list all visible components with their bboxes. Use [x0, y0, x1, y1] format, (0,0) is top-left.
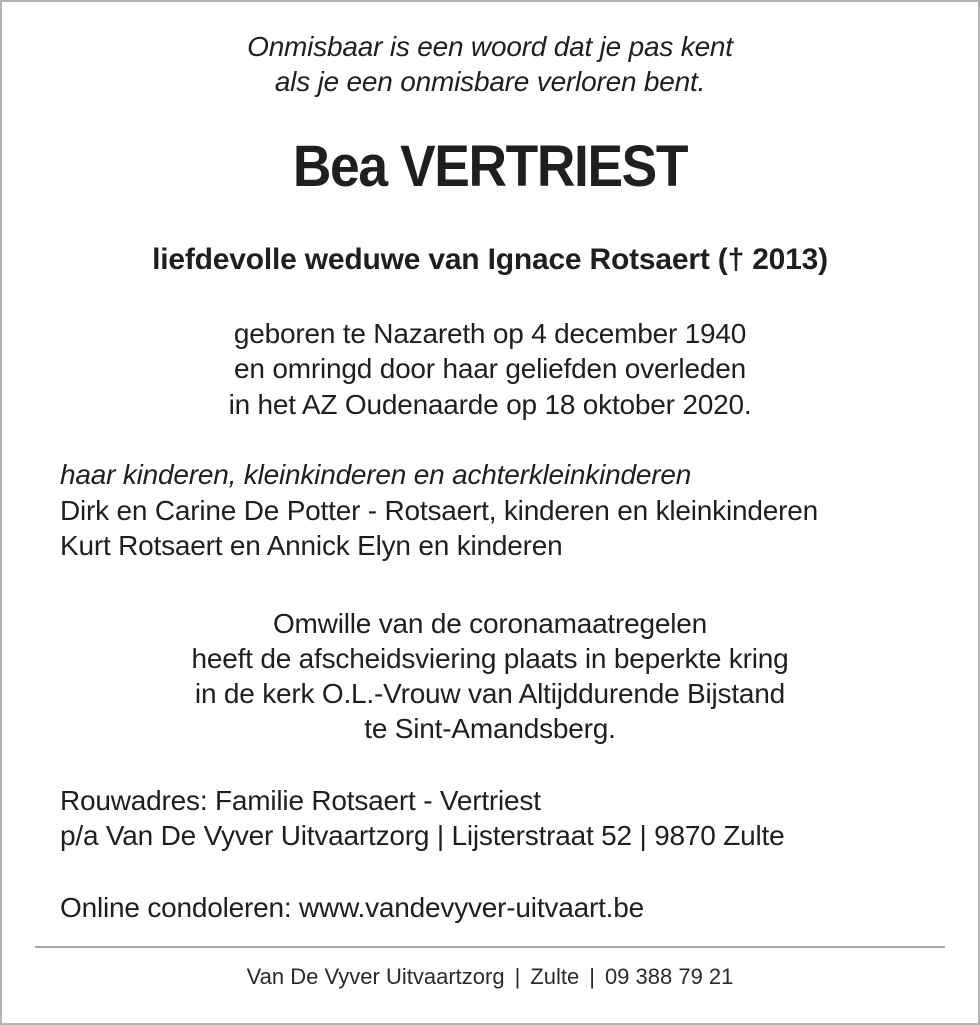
footer-divider	[35, 946, 945, 948]
footer-company: Van De Vyver Uitvaartzorg	[246, 964, 505, 989]
footer	[0, 962, 980, 992]
deceased-name: Bea VERTRIEST	[292, 134, 688, 199]
death-line-2: in het AZ Oudenaarde op 18 oktober 2020.	[228, 389, 752, 420]
address-line-2: p/a Van De Vyver Uitvaartzorg | Lijsterstraat 52 | 9870 Zulte	[60, 820, 785, 851]
ceremony-line-4: te Sint-Amandsberg.	[364, 713, 616, 744]
birth-line: geboren te Nazareth op 4 december 1940	[233, 318, 747, 349]
ceremony-line-1: Omwille van de coronamaatregelen	[272, 608, 708, 639]
ceremony-line-3: in de kerk O.L.-Vrouw van Altijddurende Bijstand	[194, 678, 786, 709]
motto-line-2: als je een onmisbare verloren bent.	[274, 66, 706, 97]
deceased-relation: liefdevolle weduwe van Ignace Rotsaert († 2013)	[152, 243, 828, 276]
family-member: Kurt Rotsaert en Annick Elyn en kinderen	[60, 530, 563, 561]
address-line-1: Rouwadres: Familie Rotsaert - Vertriest	[60, 785, 541, 816]
family-heading: haar kinderen, kleinkinderen en achterkleinkinderen	[60, 459, 692, 490]
footer-separator: |	[514, 964, 521, 989]
online-condolences: Online condoleren: www.vandevyver-uitvaart.be	[60, 892, 644, 923]
footer-phone: 09 388 79 21	[604, 964, 734, 989]
motto-line-1: Onmisbaar is een woord dat je pas kent	[247, 31, 733, 62]
family-member: Dirk en Carine De Potter - Rotsaert, kinderen en kleinkinderen	[60, 495, 818, 526]
ceremony-line-2: heeft de afscheidsviering plaats in beperkte kring	[191, 643, 789, 674]
death-line-1: en omringd door haar geliefden overleden	[234, 353, 746, 384]
footer-town: Zulte	[530, 964, 580, 989]
footer-separator: |	[589, 964, 595, 989]
